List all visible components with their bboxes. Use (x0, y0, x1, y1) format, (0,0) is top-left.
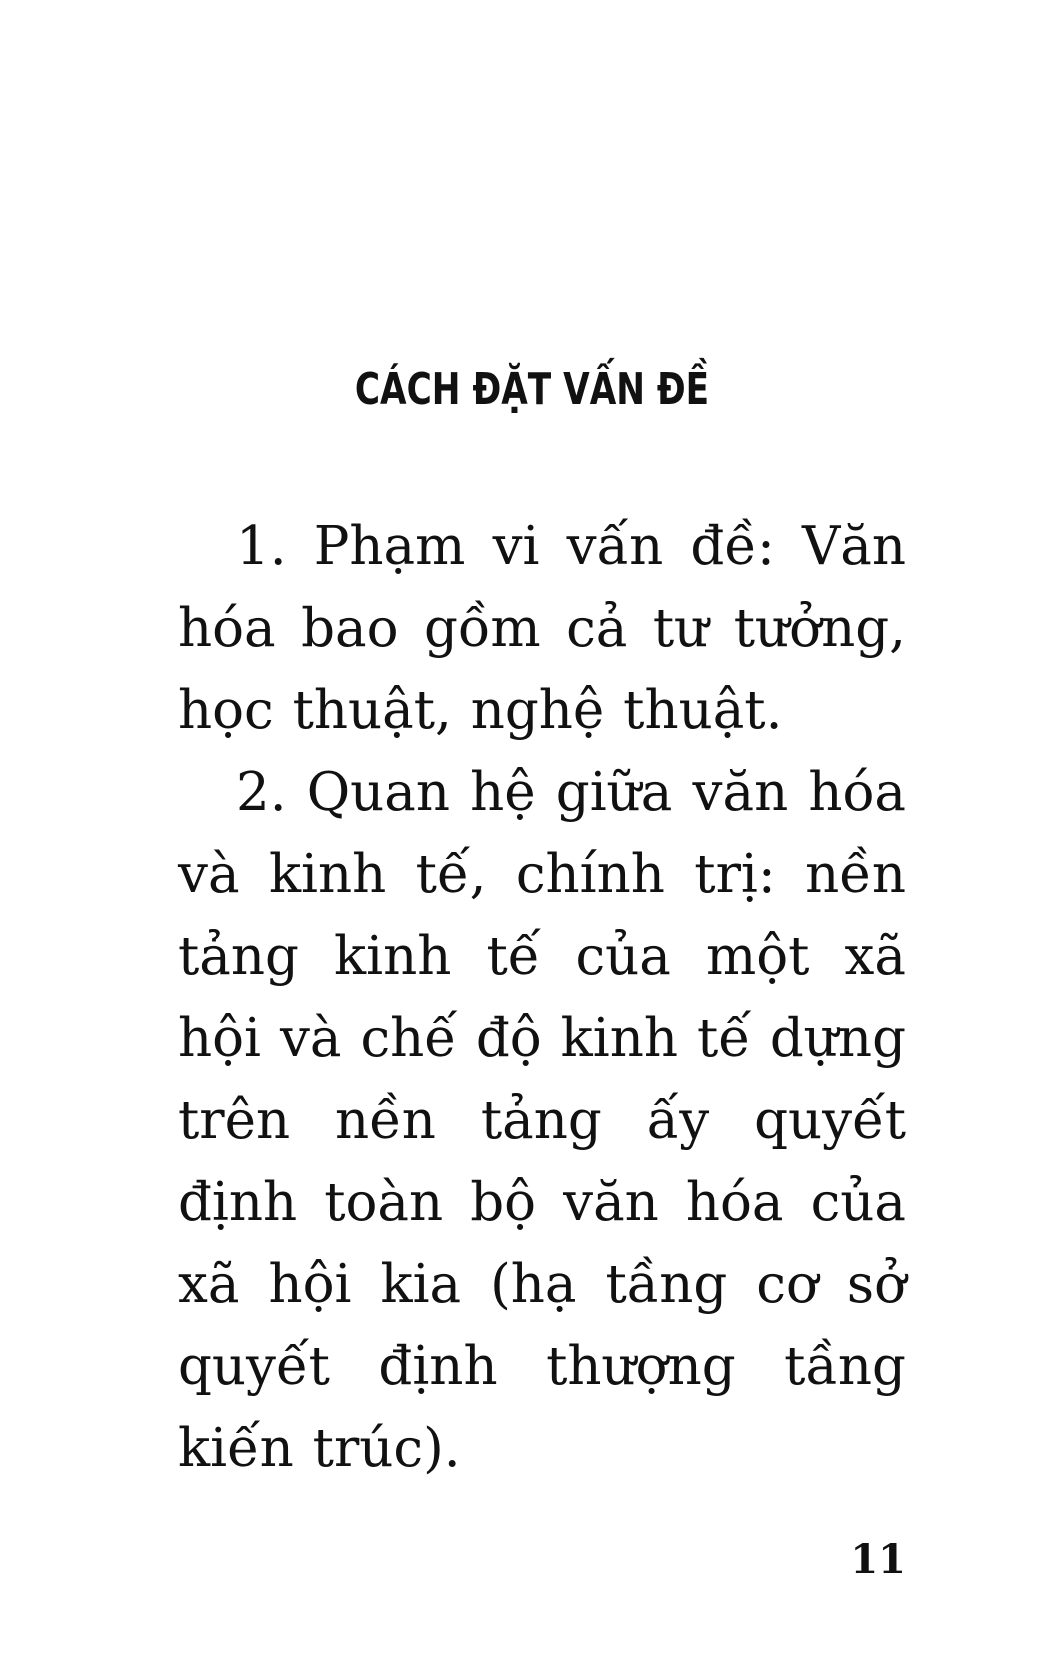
paragraph-1: 1. Phạm vi vấn đề: Văn hóa bao gồm cả tư tưởng, học thuật, nghệ thuật. (178, 516, 906, 741)
body-text (178, 506, 906, 1490)
section-heading: CÁCH ĐẶT VẤN ĐỀ (354, 364, 710, 415)
page-number: 11 (850, 1536, 906, 1583)
paragraph-2: 2. Quan hệ giữa văn hóa và kinh tế, chính trị: nền tảng kinh tế của một xã hội và chế độ kinh tế dựng trên nền tảng ấy quyết định toàn bộ văn hóa của xã hội kia (hạ tầng cơ sở quyết định thượng tầng kiến trúc). (178, 762, 906, 1479)
